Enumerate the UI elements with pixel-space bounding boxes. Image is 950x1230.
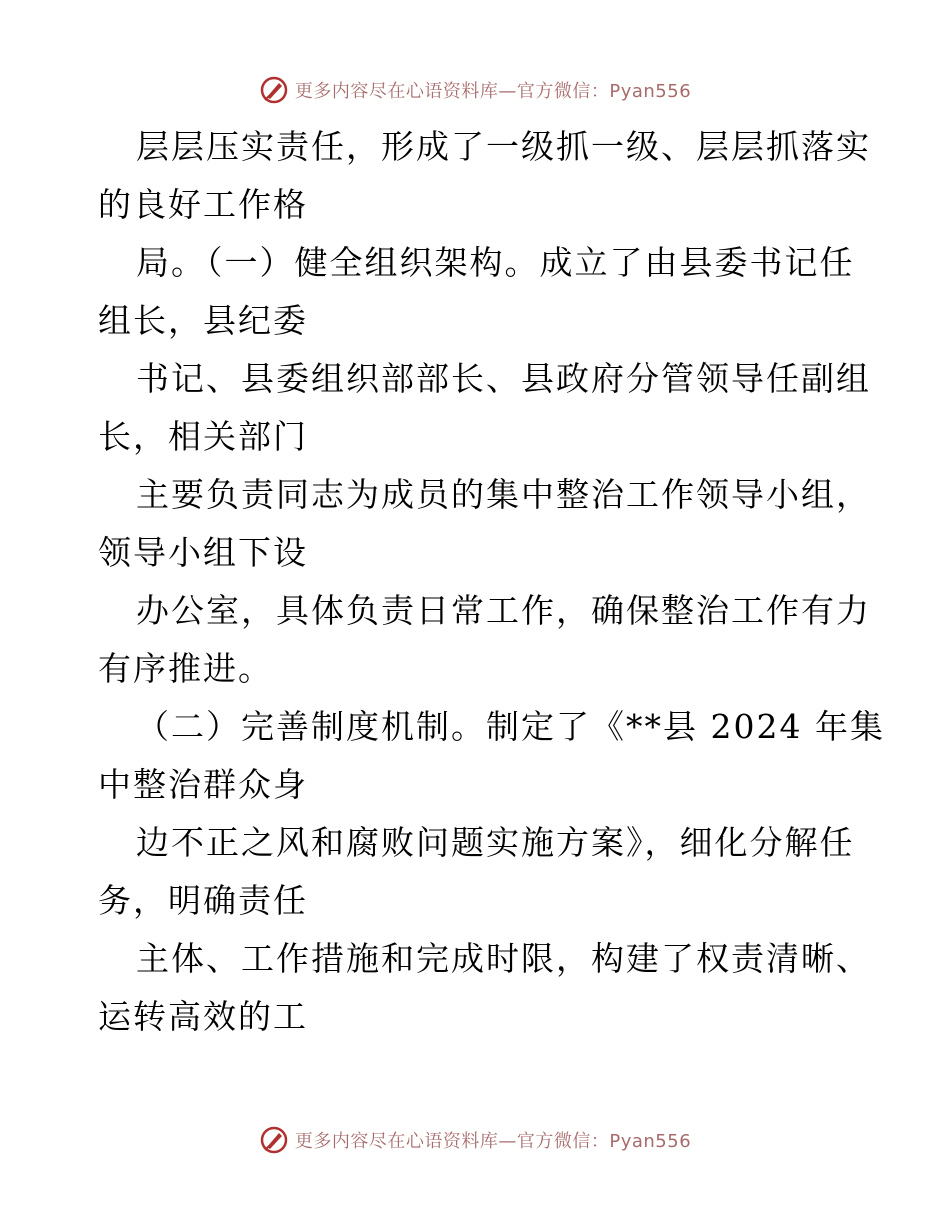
paragraph-line: 有序推进。 — [98, 649, 273, 688]
paragraph-line: 的良好工作格 — [98, 185, 308, 224]
paragraph-line: 长，相关部门 — [98, 417, 308, 456]
page-footer-watermark — [0, 1120, 950, 1160]
paragraph-line: 主要负责同志为成员的集中整治工作领导小组， — [136, 475, 871, 514]
quill-pen-logo-icon — [259, 1125, 289, 1155]
paragraph-line: 办公室，具体负责日常工作，确保整治工作有力 — [136, 591, 871, 630]
header-watermark-text: 更多内容尽在心语资料库—官方微信：Pyan556 — [294, 81, 692, 102]
paragraph-line: 层层压实责任，形成了一级抓一级、层层抓落实 — [136, 127, 871, 166]
paragraph-line: 中整治群众身 — [98, 765, 308, 804]
paragraph-line: 主体、工作措施和完成时限，构建了权责清晰、 — [136, 939, 871, 978]
paragraph-line: 领导小组下设 — [98, 533, 308, 572]
paragraph-line: （二）完善制度机制。制定了《**县 2024 年集 — [136, 707, 885, 746]
quill-pen-logo-icon — [259, 75, 289, 105]
paragraph-line: 务，明确责任 — [98, 881, 308, 920]
paragraph-line: 书记、县委组织部部长、县政府分管领导任副组 — [136, 359, 871, 398]
paragraph-line: 运转高效的工 — [98, 997, 308, 1036]
paragraph-line: 局。（一）健全组织架构。成立了由县委书记任 — [136, 243, 855, 282]
page-header-watermark — [0, 70, 950, 110]
paragraph-line: 边不正之风和腐败问题实施方案》，细化分解任 — [136, 823, 855, 862]
footer-watermark-text: 更多内容尽在心语资料库—官方微信：Pyan556 — [294, 1131, 692, 1152]
paragraph-line: 组长，县纪委 — [98, 301, 308, 340]
document-body — [98, 118, 885, 1046]
